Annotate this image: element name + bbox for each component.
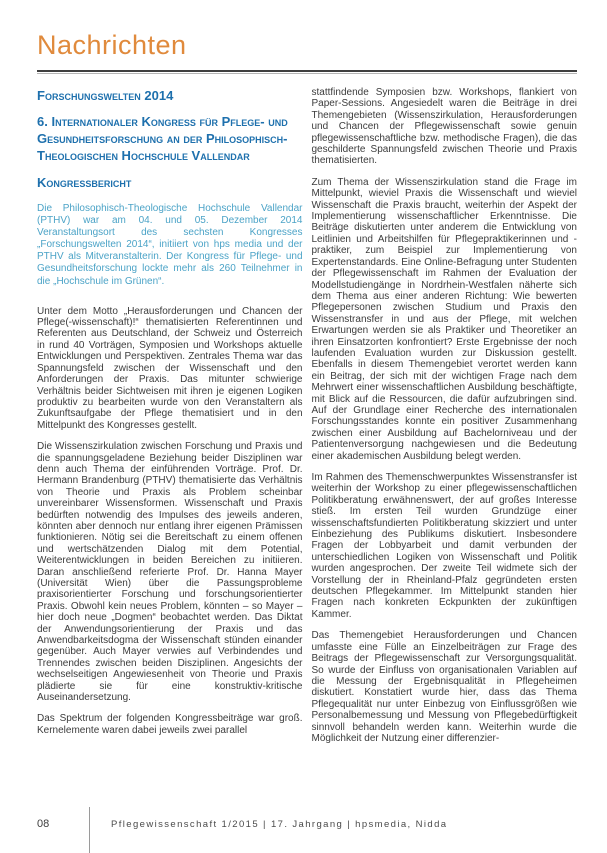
- article-title: 6. Internationaler Kongress für Pflege- und Gesundheitsforschung an der Philosophisch-Theologischen Hochschule Vallendar: [37, 114, 288, 163]
- body-paragraph: Die Wissenszirkulation zwischen Forschung und Praxis und die spannungsgeladene Beziehung beider Disziplinen war denn auch Thema der einführenden Vorträge. Prof. Dr. Hermann Brandenburg (PTHV) thematisierte das Verhältnis von Theorie und Praxis als Problem scheinbar unvereinbarer Wissensformen. Wissenschaft und Praxis bedürften notwendig des Impulses des jeweils anderen, könnten aber dennoch nur entlang ihrer eigenen Prämissen funktionieren. Nötig sei die Bereitschaft zu einem offenen und wertschätzenden Dialog mit dem Potential, Weiterentwicklungen in beiden Bereichen zu initiieren. Daran anschließend referierte Prof. Dr. Hanna Mayer (Universität Wien) über die Passungsprobleme praxisorientierter Forschung und forschungsorientierter Praxis. Obwohl kein neues Problem, könnten – so Mayer – hier doch neue „Dogmen“ beobachtet werden. Das Diktat der Anwendungsorientierung der Praxis und das Anwendbarkeitsdogma der Wissenschaft stünden einander gegenüber. Auch Mayer verwies auf Verbindendes und Trennendes zwischen beiden Disziplinen. Angesichts der wechselseitigen Angewiesenheit von Theorie und Praxis plädierte sie für eine konstruktiv-kritische Auseinandersetzung.: [37, 441, 303, 704]
- two-column-layout: [37, 87, 577, 754]
- body-paragraph: stattfindende Symposien bzw. Workshops, flankiert von Paper-Sessions. Angesiedelt waren die Beiträge in drei Themengebieten (Wissenszirkulation, Herausforderungen und Chancen der Pflegewissenschaft sowie genuin pflegewissenschaftliche bzw. methodische Fragen), die das geschilderte Spannungsfeld zwischen Theorie und Praxis thematisierten.: [311, 87, 577, 167]
- page-footer: [37, 807, 577, 853]
- title-rule: [37, 70, 577, 72]
- article-kicker: Forschungswelten 2014: [37, 88, 174, 103]
- title-rule-shadow: [37, 73, 577, 74]
- body-paragraph: Zum Thema der Wissenszirkulation stand die Frage im Mittelpunkt, wieviel Praxis die Wissenschaft und wieviel Wissenschaft die Praxis braucht, weiterhin der Aspekt der Implementierung wissenschaftlicher Erkenntnisse. Die Beiträge diskutierten unter anderem die Entwicklung von Leitlinien und Arbeitshilfen für Pflegepraktikerinnen und -praktiker, zum Beispiel zur Implementierung von Expertenstandards. Eine Online-Befragung unter Studenten der Pflegewissenschaft im Rahmen der Evaluation der Modellstudiengänge in Nordrhein-Westfalen näherte sich dem Thema aus einer anderen Richtung: Wie bewerten Pflegepersonen zwischen Studium und Praxis den Wissenstransfer in und aus der Pflege, mit welchen Erwartungen werden sie als Praktiker und Theoretiker an ihren Einsatzorten konfrontiert? Erste Ergebnisse der noch laufenden Evaluation wurden zur Diskussion gestellt. Ebenfalls in diesem Themengebiet verortet werden kann ein Beitrag, der sich mit der wichtigen Frage nach dem Mehrwert einer wissenschaftlichen Ausbildung beschäftigte, mit Blick auf die Ressourcen, die dafür aufzubringen sind. Auf der Grundlage einer Recherche des internationalen Forschungsstandes konnte ein positiver Zusammenhang zwischen einer Ausbildung auf Bachelorniveau und der Patientenversorgung nachgewiesen und die Bedeutung einer akademischen Ausbildung belegt werden.: [311, 176, 577, 462]
- body-paragraph: Im Rahmen des Themenschwerpunktes Wissenstransfer ist weiterhin der Workshop zu einer pflegewissenschaftlichen Politikberatung erwähnenswert, der auf großes Interesse stieß. Im ersten Teil wurden Grundzüge einer wissenschaftsfundierten Politikberatung skizziert und unter Einbeziehung des Publikums diskutiert. Insbesondere Fragen der Lobbyarbeit und damit verbunden der unterschiedlichen Logiken von Wissenschaft und Politik wurden angesprochen. Der zweite Teil widmete sich der Vorstellung der in Rheinland-Pfalz gegründeten ersten deutschen Pflegekammer. Im Mittelpunkt standen hier Fragen nach konkreten Eckpunkten der zukünftigen Kammer.: [311, 472, 577, 620]
- right-column: [312, 87, 578, 754]
- body-paragraph: Das Spektrum der folgenden Kongressbeiträge war groß. Kernelemente waren dabei jeweils zwei parallel: [37, 713, 303, 736]
- left-column: [37, 87, 303, 754]
- page-title: Nachrichten: [37, 30, 187, 60]
- footer-journal-line: Pflegewissenschaft 1/2015 | 17. Jahrgang | hpsmedia, Nidda: [111, 819, 448, 830]
- body-paragraph: Unter dem Motto „Herausforderungen und Chancen der Pflege(-wissenschaft)!“ thematisierten Referentinnen und Referenten aus Deutschland, der Schweiz und Österreich in rund 40 Vorträgen, Symposien und Workshops aktuelle Entwicklungen und Perspektiven. Zentrales Thema war das Spannungsfeld zwischen der Wissenschaft und den Anforderungen der Praxis. Das mitunter schwierige Verhältnis beider Sichtweisen mit ihren je eigenen Logiken produktiv zu bearbeiten wurde von den Veranstaltern als Zukunftsaufgabe der Pflege thematisiert und in den Mittelpunkt des Kongresses gestellt.: [37, 305, 303, 431]
- lead-paragraph: Die Philosophisch-Theologische Hochschule Vallendar (PTHV) war am 04. und 05. Dezember 2014 Veranstaltungsort des sechsten Kongresses „Forschungswelten 2014“, initiiert von hps media und der PTHV als Mitveranstalterin. Der Kongress für Pflege- und Gesundheitsforschung lockte mehr als 260 Teilnehmer in die „Hochschule im Grünen“.: [37, 203, 303, 287]
- page-number: 08: [37, 818, 50, 830]
- body-paragraph: Das Themengebiet Herausforderungen und Chancen umfasste eine Fülle an Einzelbeiträgen zur Frage des Beitrags der Pflegewissenschaft zur Versorgungsqualität. So wurde der Einfluss von organisationalen Variablen auf die Messung der Ergebnisqualität in Pflegeheimen diskutiert. Konstatiert wurde hier, dass das Thema Pflegequalität nur unter Einbezug von Einflussgrößen wie Personalbemessung und Messung von Pflegebedürftigkeit sinnvoll behandeln werden kann. Weiterhin wurde die Möglichkeit der Nutzung einer differenzier-: [311, 630, 577, 744]
- article-subtitle: Kongressbericht: [37, 175, 132, 190]
